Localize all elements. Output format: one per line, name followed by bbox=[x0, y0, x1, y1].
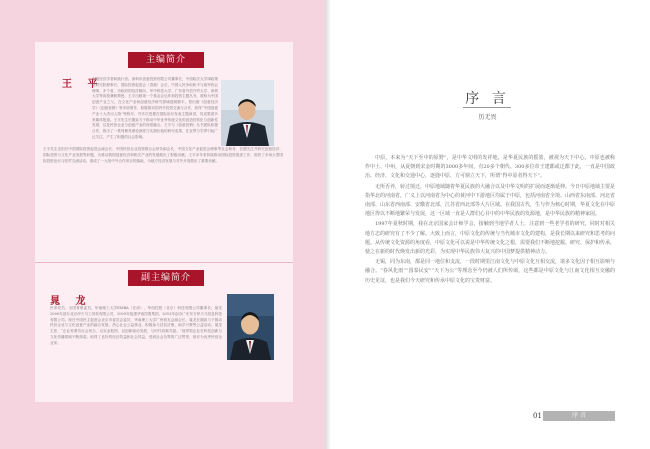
right-page bbox=[325, 0, 650, 449]
title-underline bbox=[463, 107, 511, 108]
editor-in-chief-bio: 创意经济学者和践行者。深圳市创意投资有限公司董事长，中国政法大学律政策略研究院理事长，国际投资促进会（香港）会长，中国人民争取和平与裁军协会理事，多个省、市政府的经济顾问，华中科技大学、广东省外语外贸大学、深圳大学等高校兼职教授。王平出版第一个基金会运作和投资主题丛书，被称为中国创意产业之父。在文化产业和创意经济研究领域建树颇丰，曾出版《创意经济学》《创意营销》等多部著作，积极推动国内外投资交流与合作，获得“中国创意产业十大杰出人物”等称号，并多次受邀在国际论坛发表主题演讲，其成果被多家媒体报道。王平先生长期致力于推动中华优秀传统文化的创造性转化与创新性发展，以及民营企业与创意产业的深度融合。王平与《创意营销》丛书团队积极合作，推出了一系列兼具理论深度与实践价值的研究成果，在业界与学界引起广泛关注，产生了积极的社会影响。 bbox=[92, 77, 218, 139]
preface-title: 序 言 bbox=[465, 91, 510, 107]
preface-paragraph: 中原，本来为“天下至中的原野”，是中华文明的发祥地，是华夏民族的摇篮，被视为天下中心。中原也被称作中土、中州，从夏朝到宋金时期的3000多年间，有20多个朝代、300多位帝王建都或迁都于此，一直是中国政治、经济、文化和交通中心，逐鹿中原、方可鼎立天下，所谓“得中原者得天下”。 bbox=[365, 155, 615, 180]
editor-in-chief-bio-continued: 王平先生还担任中国国际投资促进会副会长、中国民营企业投资联合会常务副会长、中国文化产业促进会理事等社会职务，长期关注并研究创意经济、国际投资与文化产业发展等问题，为推动我国创意经济和相关产业的发展做出了积极贡献。王平多年来持续推动国际投资促进工作，组织了多场大型国际投资论坛与经贸交流活动，促成了一大批中外合作项目的落地，为地方经济发展与对外开放做出了重要贡献。 bbox=[43, 147, 283, 163]
preface-author: 历无畏 bbox=[478, 114, 497, 121]
portrait-deputy-icon bbox=[227, 294, 274, 360]
deputy-editor-bio: 民革党员，全国青联委员，华南理工大学EMBA（在读），华西控股（北京）科技有限公司董事长。晁龙2000年创办北京伊天马工具机有限公司，2009年组建华西控股集团，2013年创办广东东方伊天马信息科技有限公司。现任中国民主促进会北京市委员会委员，华南理工大学广州校友会副会长。晁龙长期致力于推动民营企业与文化创意产业的融合发展，热心社会公益事业，积极参与扶贫济困、助学兴教等公益活动。晁龙主张：“企业家要有社会担当，以实业报国，以创新驱动发展，与时代同频共振。”他带领企业在科技创新与文化传播领域不断探索，取得了良好的经济效益和社会效益，受到社会各界的广泛赞誉，被评为优秀民营企业家。 bbox=[50, 306, 222, 345]
preface-paragraph: 无锡，同为东南，都是同一地位和支流，一段时期里江南文化与中原文化互相交流，诸多文化因子相互影响与融合。“春风化雨”“国泰民安”“天下为公”等理念至今仍被人们所传颂，这些都是中原文化与江南文化相互交融的历史见证，也是我们今天研究和传承中原文化的宝贵财富。 bbox=[365, 259, 615, 284]
preface-paragraph: 无所否养，转过境迁，中原地域随着华夏民族的大融合以及中华文明的扩展而逐渐延伸。今日中原地域主要是指华北的河南省，广义上以河南省为中心的黄河中下游地区均属于中原，包括河南省全境、山西省东南部、河北省南部、山东省西南部、安徽省北部、江苏省西北部等大片区域。在我国古代，生与作为核心时期，华夏文化在中原地区得以不断地繁荣与发展，这一区域一直是人群们心目中的中华民族的发源地，是中华民族的精神家园。 bbox=[365, 183, 615, 218]
page-number: 01 bbox=[533, 412, 542, 420]
preface-body bbox=[365, 154, 615, 434]
portrait-editor-icon bbox=[221, 80, 274, 146]
editor-in-chief-banner: 主编简介 bbox=[128, 52, 204, 68]
deputy-editor-photo bbox=[227, 294, 274, 360]
footer-section-label: 序 言 bbox=[543, 411, 615, 421]
editor-in-chief-name: 王 平 bbox=[62, 79, 104, 90]
book-spine-shadow bbox=[325, 0, 331, 449]
section-divider bbox=[35, 262, 293, 263]
editor-in-chief-photo bbox=[221, 80, 274, 146]
preface-paragraph: 1997年夏秋时期，我在北京国家会计师学会，接触到当地学者人士，注意到一些老学者的研究，同时对相关地方志的研究有了不少了解。大致上而言，中原文化的传统与当代城市文化的建构，是我长期以来研究和思考的问题。从传统文化资源的角度看，中原文化可以说是中华传统文化之根，需要我们不断地挖掘、研究、保护和传承，使之在新的时代焕发出新的光彩，为实现中华民族伟大复兴的中国梦提供精神动力。 bbox=[365, 221, 615, 256]
deputy-editor-banner: 副主编简介 bbox=[128, 270, 204, 286]
deputy-editor-name: 晁 龙 bbox=[50, 296, 92, 307]
